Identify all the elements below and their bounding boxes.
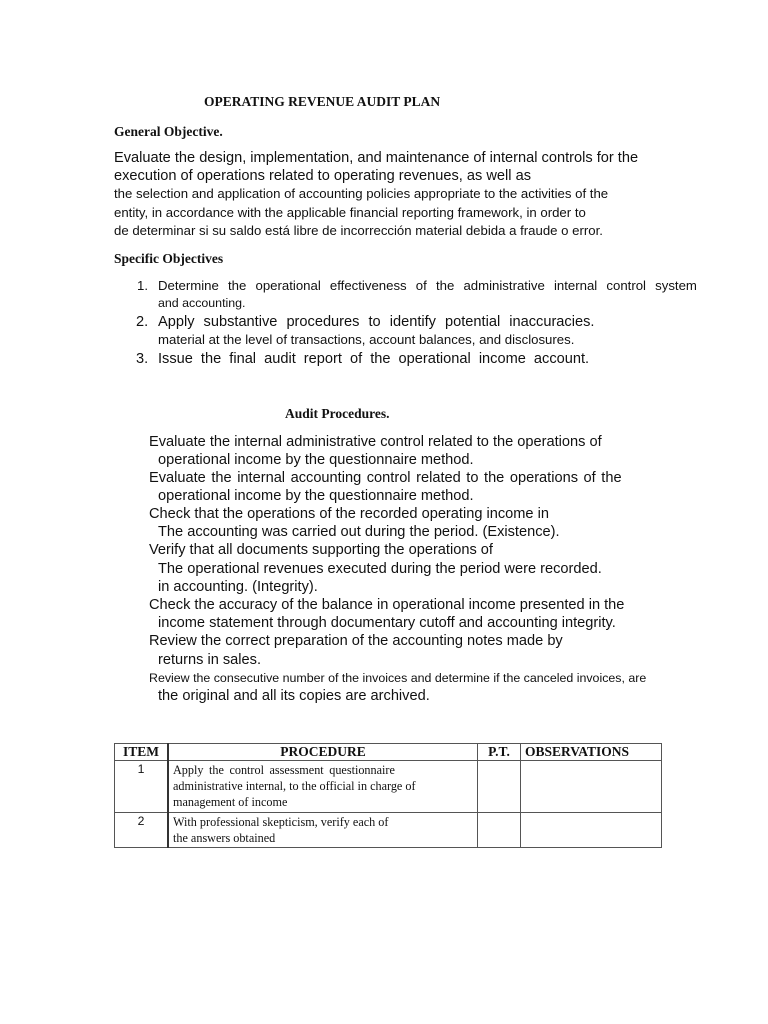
table-cell-procedure	[168, 761, 478, 813]
procedure-text: Review the correct preparation of the accounting notes made by	[149, 633, 563, 649]
procedure-item	[137, 597, 624, 613]
general-objective-line: the selection and application of accounting policies appropriate to the activities of the	[114, 186, 609, 201]
page-title: OPERATING REVENUE AUDIT PLAN	[204, 94, 441, 109]
table-cell-observations	[521, 813, 662, 848]
procedure-text: operational income by the questionnaire method.	[158, 452, 474, 468]
procedure-text: Check that the operations of the recorded operating income in	[149, 506, 549, 522]
procedure-item	[137, 671, 646, 685]
procedure-text: Check the accuracy of the balance in operational income presented in the	[149, 597, 625, 613]
procedure-text: Evaluate the internal administrative control related to the operations of	[149, 434, 602, 450]
general-objective-heading: General Objective.	[114, 124, 223, 139]
specific-objective-number: 2.	[136, 314, 149, 330]
audit-procedures-heading: Audit Procedures.	[285, 406, 390, 421]
procedure-line: the answers obtained	[173, 831, 276, 845]
table-header-pt: P.T.	[478, 744, 521, 761]
table-cell-observations	[521, 761, 662, 813]
specific-objective-text: Determine the operational effectiveness of the administrative internal control system	[158, 278, 697, 293]
procedure-line: management of income	[173, 795, 288, 809]
table-header-row	[115, 744, 662, 761]
table-cell-item: 2	[115, 813, 169, 848]
procedure-line: Apply the control assessment questionnaire	[173, 763, 395, 777]
table-row	[115, 761, 662, 813]
procedure-item	[137, 506, 549, 522]
specific-objective-text: and accounting.	[158, 296, 246, 310]
procedure-text: The operational revenues executed during the period were recorded.	[158, 561, 602, 577]
procedure-text: returns in sales.	[158, 652, 262, 668]
procedure-line: With professional skepticism, verify each of	[173, 815, 389, 829]
general-objective-line: entity, in accordance with the applicable financial reporting framework, in order to	[114, 205, 586, 220]
specific-objective-number: 3.	[136, 351, 149, 367]
procedure-text: Review the consecutive number of the invoices and determine if the canceled invoices, are	[149, 671, 647, 685]
table-header-item: ITEM	[115, 744, 169, 761]
procedure-item	[137, 633, 563, 649]
table-cell-pt	[478, 761, 521, 813]
general-objective-line: Evaluate the design, implementation, and maintenance of internal controls for the	[114, 150, 639, 166]
table-cell-pt	[478, 813, 521, 848]
procedure-text: the original and all its copies are archived.	[158, 688, 430, 704]
procedure-text: income statement through documentary cutoff and accounting integrity.	[158, 615, 616, 631]
general-objective-line: execution of operations related to operating revenues, as well as	[114, 168, 531, 184]
specific-objective-text: Apply substantive procedures to identify potential inaccuracies.	[158, 314, 595, 330]
procedure-text: Verify that all documents supporting the operations of	[149, 542, 493, 558]
specific-objectives-heading: Specific Objectives	[114, 251, 224, 266]
procedure-text: operational income by the questionnaire method.	[158, 488, 474, 504]
table-cell-item: 1	[115, 761, 169, 813]
procedure-text: The accounting was carried out during the period. (Existence).	[158, 524, 560, 540]
table-header-procedure: PROCEDURE	[168, 744, 478, 761]
procedure-item	[137, 470, 622, 486]
procedure-item	[137, 434, 602, 450]
procedure-text: Evaluate the internal accounting control related to the operations of the	[149, 470, 622, 486]
table-header-observations: OBSERVATIONS	[521, 744, 662, 761]
procedure-text: in accounting. (Integrity).	[158, 579, 318, 595]
specific-objective-text: Issue the final audit report of the operational income account.	[158, 351, 590, 367]
procedure-item	[137, 542, 493, 558]
audit-procedures-table	[114, 743, 662, 848]
procedure-line: administrative internal, to the official in charge of	[173, 779, 416, 793]
specific-objective-text: material at the level of transactions, account balances, and disclosures.	[158, 332, 575, 347]
table-row	[115, 813, 662, 848]
specific-objective-number: 1.	[137, 278, 148, 293]
table-cell-procedure	[168, 813, 478, 848]
general-objective-line: de determinar si su saldo está libre de incorrección material debida a fraude o error.	[114, 223, 603, 238]
